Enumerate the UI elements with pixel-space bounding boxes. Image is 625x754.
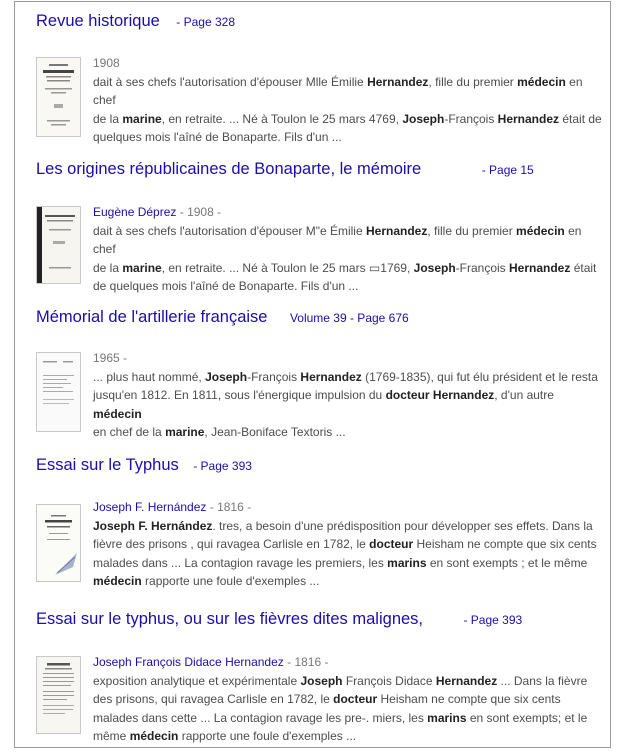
snippet-text: ... plus haut nommé, (93, 369, 206, 384)
result-title-row (36, 308, 601, 327)
snippet-text: François Didace (342, 673, 436, 688)
snippet-highlight: docteur (369, 537, 414, 551)
result-title-row (36, 610, 601, 629)
snippet-highlight: marine (122, 111, 162, 126)
snippet-text: malades dans cette ... La contagion ravage les pre-. miers, les (93, 710, 428, 725)
snippet-text: fièvre des prisons , qui ravagea Carlisle en 1782, le (93, 537, 370, 551)
snippet-text: dait à ses chefs l'autorisation d'épouser M (93, 74, 316, 89)
result-year: - 1816 - (287, 655, 329, 669)
result-title-link[interactable]: Mémorial de l'artillerie française (36, 308, 268, 326)
snippet-highlight: médecin (516, 223, 565, 238)
result-item (36, 610, 601, 746)
result-author-link[interactable]: Joseph F. Hernández (93, 500, 207, 514)
result-year: - 1816 - (209, 500, 252, 514)
result-year: 1965 - (93, 351, 128, 365)
snippet-text: en chef (93, 223, 582, 256)
result-author-link[interactable]: Eugène Déprez (93, 205, 177, 219)
snippet-line (93, 572, 603, 591)
snippet-text: de la (93, 260, 123, 275)
snippet-text: , fille du premier (428, 74, 518, 89)
snippet-line (93, 128, 603, 147)
result-page-link[interactable]: Volume 39 - Page 676 (289, 311, 409, 325)
snippet-line (93, 110, 603, 129)
snippet-highlight: médecin (517, 74, 566, 89)
snippet-highlight: Hernandez (497, 111, 560, 126)
snippet-text: , en retraite. ... Né à Toulon le 25 mars 4769, (161, 111, 403, 126)
result-snippet (93, 54, 603, 147)
snippet-text: jusqu'en 1812. En 1811, sous l'énergique impulsion du (93, 388, 386, 402)
book-thumbnail[interactable] (36, 352, 81, 432)
result-meta (93, 203, 603, 222)
snippet-text: dait à ses chefs l'autorisation d'épouser M"e Émilie (93, 223, 366, 238)
book-thumbnail[interactable] (36, 57, 81, 137)
snippet-text: , fille du premier (427, 223, 517, 238)
snippet-text: des prisons, qui ravagea Carlisle en 1782, le (93, 692, 334, 706)
snippet-highlight: Joseph (205, 369, 248, 384)
snippet-highlight: médecin (93, 406, 142, 421)
snippet-line (93, 423, 603, 442)
snippet-line (93, 517, 603, 536)
snippet-line (93, 554, 603, 573)
snippet-highlight: docteur Hernandez (385, 388, 495, 402)
snippet-highlight: Joseph F. Hernández (93, 518, 213, 533)
snippet-highlight: marine (165, 425, 205, 439)
result-title-link[interactable]: Essai sur le Typhus (36, 456, 179, 474)
book-thumbnail[interactable] (36, 206, 81, 284)
result-snippet (93, 349, 603, 442)
snippet-highlight: marins (427, 710, 467, 725)
result-author-link[interactable]: Joseph François Didace Hernandez (93, 655, 284, 669)
result-meta (93, 653, 603, 672)
snippet-highlight: Hernandez (300, 369, 362, 384)
snippet-text: était (570, 260, 597, 275)
result-title-link[interactable]: Les origines républicaines de Bonaparte, le mémoire (36, 160, 422, 178)
snippet-line (93, 709, 603, 728)
snippet-highlight: Joseph (413, 260, 456, 275)
snippet-line (93, 690, 603, 709)
snippet-highlight: Joseph (300, 673, 343, 688)
search-results-panel (14, 1, 611, 748)
snippet-text: en sont exempts ; et le même (426, 555, 588, 570)
snippet-highlight: Hernandez (435, 673, 498, 688)
snippet-line (93, 535, 603, 554)
snippet-line (93, 259, 603, 278)
book-thumbnail[interactable] (36, 504, 81, 582)
snippet-text: -François (455, 260, 509, 275)
snippet-highlight: médecin (93, 574, 142, 588)
snippet-text: rapporte une foule d'exemples ... (141, 574, 320, 588)
snippet-line (93, 727, 603, 746)
snippet-highlight: médecin (129, 729, 179, 743)
snippet-line (93, 368, 603, 387)
result-item (36, 456, 601, 596)
snippet-text: , d'un autre (494, 388, 554, 402)
snippet-highlight: Hernandez (365, 223, 428, 238)
snippet-text: en sont exempts; et le (466, 710, 588, 725)
result-snippet (93, 203, 603, 296)
result-page-link[interactable]: - Page 393 (463, 613, 523, 627)
snippet-text: , Jean-Boniface Textoris ... (204, 425, 346, 439)
snippet-text: était de (559, 111, 602, 126)
snippet-line (93, 277, 603, 296)
snippet-text: de la (93, 111, 123, 126)
snippet-text: rapporte une foule d'exemples ... (178, 729, 357, 743)
snippet-text: , en retraite. ... Né à Toulon le 25 mars ▭1769, (161, 260, 414, 275)
result-snippet (93, 498, 603, 591)
snippet-text: en chef (93, 74, 583, 107)
snippet-highlight: marine (122, 260, 162, 275)
result-item (36, 160, 601, 293)
result-title-link[interactable]: Essai sur le typhus, ou sur les fièvres dites malignes, (36, 610, 424, 628)
snippet-text: quelques mois l'aîné de Bonaparte. Fils d'un ... (93, 130, 342, 144)
snippet-text: en chef de la (93, 425, 166, 439)
snippet-text: ... Dans la fièvre (497, 673, 588, 688)
result-item (36, 12, 601, 142)
result-year: - 1908 - (179, 205, 222, 219)
snippet-text: lle (315, 74, 328, 89)
result-title-row (36, 160, 601, 179)
snippet-line (93, 222, 603, 259)
result-page-link[interactable]: - Page 328 (176, 15, 235, 29)
snippet-highlight: Joseph (402, 111, 445, 126)
result-page-link[interactable]: - Page 393 (193, 459, 252, 473)
book-thumbnail[interactable] (36, 656, 81, 734)
snippet-line (93, 73, 603, 110)
snippet-text: -François (247, 369, 301, 384)
snippet-highlight: docteur (333, 692, 378, 706)
result-snippet (93, 653, 603, 746)
snippet-text: Heisham ne compte que six cents (413, 537, 597, 551)
result-meta (93, 349, 603, 368)
result-page-link[interactable]: - Page 15 (481, 163, 534, 177)
snippet-text: Heisham ne compte que six cents (377, 692, 561, 706)
snippet-line (93, 672, 603, 691)
snippet-line (93, 386, 603, 423)
result-meta (93, 498, 603, 517)
snippet-text: Émilie (327, 74, 368, 89)
result-title-link[interactable]: Revue historique (36, 12, 160, 30)
snippet-highlight: Hernandez (367, 74, 429, 89)
result-year: 1908 (93, 56, 120, 70)
snippet-highlight: Hernandez (509, 260, 571, 275)
snippet-text: -François (444, 111, 498, 126)
result-title-row (36, 12, 601, 31)
snippet-highlight: marins (387, 555, 427, 570)
snippet-text: malades dans ... La contagion ravage les premiers, les (93, 555, 388, 570)
snippet-text: . tres, a besoin d'une prédisposition pour développer ses effets. Dans la (212, 518, 593, 533)
result-title-row (36, 456, 601, 475)
snippet-text: de quelques mois l'aîné de Bonaparte. Fils d'un ... (93, 279, 359, 293)
snippet-text: exposition analytique et expérimentale (93, 673, 301, 688)
snippet-text: même (93, 729, 130, 743)
result-item (36, 308, 601, 438)
snippet-text: (1769-1835), qui fut élu président et le resta (361, 369, 598, 384)
result-meta (93, 54, 603, 73)
